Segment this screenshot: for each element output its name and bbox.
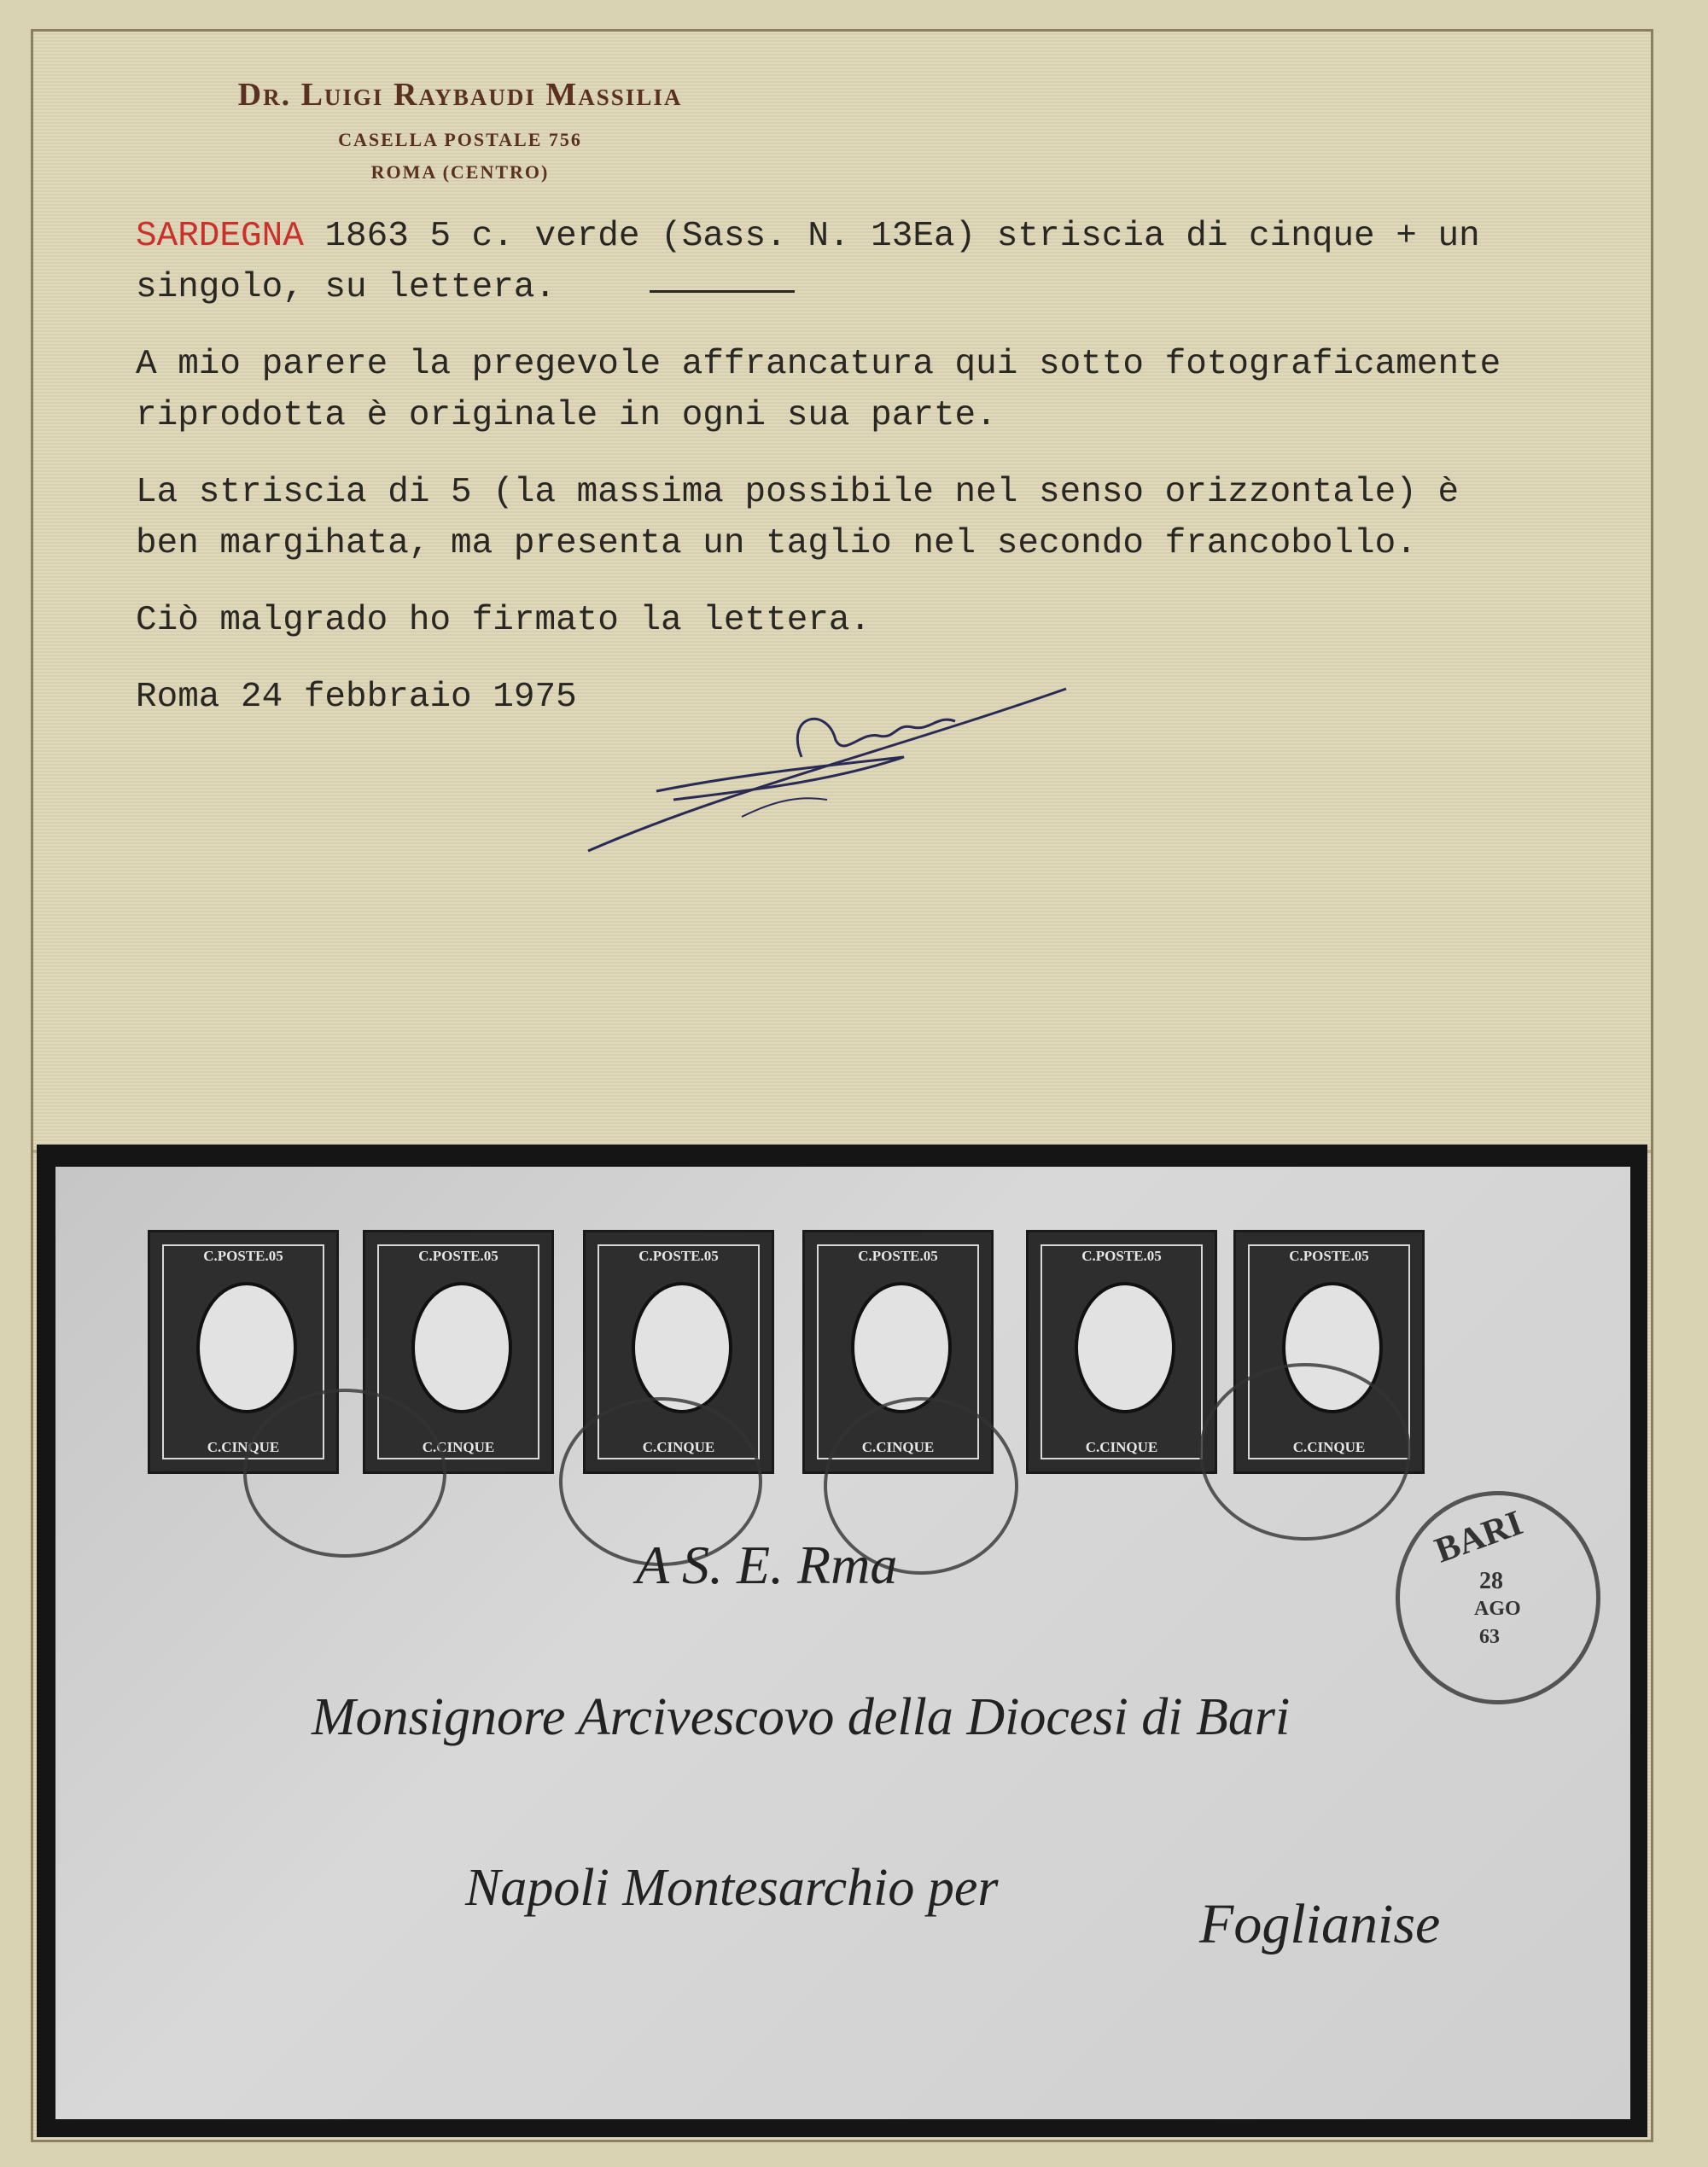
opinion-line-2: riprodotta è originale in ogni sua parte. xyxy=(136,396,997,435)
country-name: SARDEGNA xyxy=(136,217,304,256)
postmark-month: AGO xyxy=(1474,1598,1521,1620)
stamp-bottom-label: C.CINQUE xyxy=(1292,1439,1366,1455)
letter-cover xyxy=(55,1167,1630,2119)
letterhead xyxy=(33,76,887,183)
opinion-line-1: A mio parere la pregevole affrancatura qui sotto fotograficamente xyxy=(136,345,1501,384)
postmark-day: 28 xyxy=(1479,1568,1503,1594)
letterhead-name: Dr. Luigi Raybaudi Massilia xyxy=(237,77,683,113)
address-recipient: Monsignore Arcivescovo della Diocesi di Bari xyxy=(312,1688,1291,1746)
letterhead-box: CASELLA POSTALE 756 xyxy=(338,129,582,150)
stamp-bottom-label: C.CINQUE xyxy=(422,1439,495,1455)
letterhead-city: ROMA (CENTRO) xyxy=(370,161,550,183)
stamp-top-label: C.POSTE.05 xyxy=(638,1248,719,1264)
postmark-year: 63 xyxy=(1479,1626,1500,1648)
separator-rule xyxy=(650,282,795,293)
stamp-top-label: C.POSTE.05 xyxy=(858,1248,938,1264)
stamp-bottom-label: C.CINQUE xyxy=(861,1439,935,1455)
expert-signature xyxy=(571,655,1083,877)
stamp-oval xyxy=(1075,1282,1175,1413)
certificate-line-2 xyxy=(136,262,1638,313)
cancel-mark xyxy=(1199,1363,1411,1541)
stamp-bottom-label: C.CINQUE xyxy=(207,1439,280,1455)
stamp-top-label: C.POSTE.05 xyxy=(203,1248,283,1264)
address-route: Napoli Montesarchio per xyxy=(465,1859,999,1917)
certificate-line-1 xyxy=(136,211,1638,262)
condition-line-1: La striscia di 5 (la massima possibile nel senso orizzontale) è xyxy=(136,473,1460,512)
stamp-bottom-label: C.CINQUE xyxy=(642,1439,715,1455)
address-destination: Foglianise xyxy=(1199,1893,1441,1955)
address-honorific: A S. E. Rma xyxy=(636,1535,898,1595)
stamp-oval xyxy=(411,1282,512,1413)
cover-photograph xyxy=(37,1145,1647,2137)
stamp-oval xyxy=(851,1282,952,1413)
stamp-top-label: C.POSTE.05 xyxy=(418,1248,498,1264)
stamp-5 xyxy=(1026,1230,1217,1474)
postmark-town: BARI xyxy=(1430,1503,1528,1571)
stamp-top-label: C.POSTE.05 xyxy=(1081,1248,1162,1264)
stamp-description: 1863 5 c. verde (Sass. N. 13Ea) striscia di cinque + un xyxy=(324,217,1480,256)
certificate-page xyxy=(31,29,1653,2142)
stamp-oval xyxy=(196,1282,297,1413)
stamp-top-label: C.POSTE.05 xyxy=(1289,1248,1369,1264)
stamp-bottom-label: C.CINQUE xyxy=(1085,1439,1158,1455)
cancel-mark xyxy=(243,1389,446,1558)
stamp-oval xyxy=(632,1282,732,1413)
certificate-date: Roma 24 febbraio 1975 xyxy=(136,678,577,717)
certificate-line-2-text: singolo, su lettera. xyxy=(136,268,557,307)
condition-line-2: ben margihata, ma presenta un taglio nel secondo francobollo. xyxy=(136,524,1417,563)
signed-statement: Ciò malgrado ho firmato la lettera. xyxy=(136,601,871,640)
